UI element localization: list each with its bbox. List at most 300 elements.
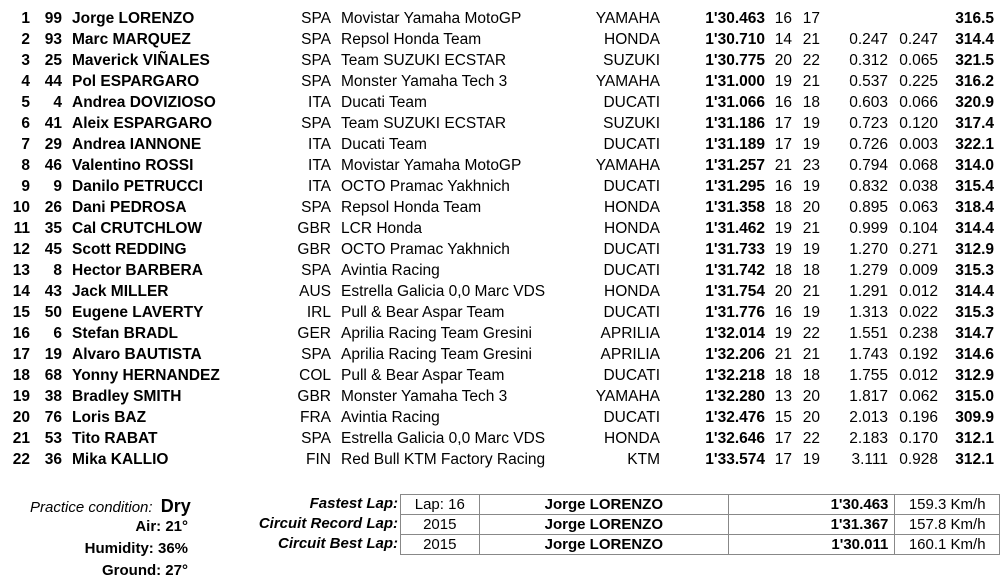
- top-speed: 314.4: [955, 283, 994, 300]
- nation: SPA: [301, 346, 331, 363]
- total-laps: 19: [802, 115, 820, 132]
- rider-name: Hector BARBERA: [72, 262, 203, 279]
- nation: SPA: [301, 52, 331, 69]
- best-lap-number: 16: [774, 304, 792, 321]
- rider-name: Cal CRUTCHLOW: [72, 220, 203, 237]
- nation: FRA: [300, 409, 331, 426]
- manufacturer: DUCATI: [603, 136, 660, 153]
- top-speed: 316.2: [955, 73, 994, 90]
- rider-number: 68: [44, 367, 62, 384]
- team-name: Ducati Team: [341, 136, 427, 153]
- table-row: [0, 449, 1000, 470]
- top-speed: 317.4: [955, 115, 994, 132]
- total-laps: 22: [802, 430, 820, 447]
- table-row: [0, 176, 1000, 197]
- nation: SPA: [301, 430, 331, 447]
- nation: SPA: [301, 199, 331, 216]
- nation: ITA: [308, 178, 331, 195]
- gap-to-first: 0.603: [849, 94, 888, 111]
- position: 1: [21, 10, 30, 27]
- rider-name: Valentino ROSSI: [72, 157, 194, 174]
- lap-time: 1'30.463: [705, 10, 765, 27]
- team-name: Monster Yamaha Tech 3: [341, 73, 508, 90]
- top-speed: 314.6: [955, 346, 994, 363]
- fastest-lap-rider: Jorge LORENZO: [479, 495, 729, 515]
- best-lap-number: 18: [774, 367, 792, 384]
- rider-name: Dani PEDROSA: [72, 199, 187, 216]
- position: 12: [12, 241, 30, 258]
- manufacturer: HONDA: [604, 220, 660, 237]
- record-lap-label: Circuit Record Lap:: [258, 515, 398, 532]
- total-laps: 21: [802, 346, 820, 363]
- gap-to-previous: 0.120: [899, 115, 938, 132]
- best-lap-number: 19: [774, 220, 792, 237]
- rider-number: 53: [44, 430, 62, 447]
- lap-time: 1'30.710: [705, 31, 765, 48]
- lap-time: 1'31.462: [705, 220, 765, 237]
- team-name: Aprilia Racing Team Gresini: [341, 325, 532, 342]
- manufacturer: YAMAHA: [595, 10, 660, 27]
- rider-name: Stefan BRADL: [72, 325, 178, 342]
- gap-to-previous: 0.022: [899, 304, 938, 321]
- lap-time: 1'31.000: [705, 73, 765, 90]
- table-row: [0, 92, 1000, 113]
- manufacturer: HONDA: [604, 199, 660, 216]
- position: 2: [21, 31, 30, 48]
- team-name: LCR Honda: [341, 220, 422, 237]
- lap-time: 1'33.574: [705, 451, 765, 468]
- manufacturer: HONDA: [604, 283, 660, 300]
- rider-number: 4: [53, 94, 62, 111]
- manufacturer: APRILIA: [600, 346, 660, 363]
- total-laps: 22: [802, 325, 820, 342]
- manufacturer: DUCATI: [603, 262, 660, 279]
- record-lap-rider: Jorge LORENZO: [479, 515, 729, 535]
- lap-time: 1'31.754: [705, 283, 765, 300]
- nation: COL: [299, 367, 331, 384]
- table-row: [0, 323, 1000, 344]
- table-row: [0, 197, 1000, 218]
- best-lap-number: 16: [774, 94, 792, 111]
- gap-to-previous: 0.247: [899, 31, 938, 48]
- fastest-lap-time: 1'30.463: [729, 495, 895, 515]
- lap-time: 1'31.257: [705, 157, 765, 174]
- rider-name: Alvaro BAUTISTA: [72, 346, 202, 363]
- lap-time: 1'31.733: [705, 241, 765, 258]
- top-speed: 314.0: [955, 157, 994, 174]
- nation: GBR: [297, 388, 331, 405]
- team-name: Avintia Racing: [341, 409, 440, 426]
- table-row: [0, 428, 1000, 449]
- lap-time: 1'32.218: [705, 367, 765, 384]
- manufacturer: DUCATI: [603, 409, 660, 426]
- best-lap-number: 17: [774, 115, 792, 132]
- nation: GER: [297, 325, 331, 342]
- top-speed: 312.9: [955, 367, 994, 384]
- record-lap-speed: 157.8 Km/h: [895, 515, 1000, 535]
- rider-number: 46: [44, 157, 62, 174]
- team-name: Aprilia Racing Team Gresini: [341, 346, 532, 363]
- top-speed: 314.4: [955, 220, 994, 237]
- position: 8: [21, 157, 30, 174]
- top-speed: 315.3: [955, 304, 994, 321]
- best-lap-number: 18: [774, 262, 792, 279]
- gap-to-previous: 0.065: [899, 52, 938, 69]
- top-speed: 322.1: [955, 136, 994, 153]
- rider-name: Tito RABAT: [72, 430, 158, 447]
- position: 3: [21, 52, 30, 69]
- lap-time: 1'31.295: [705, 178, 765, 195]
- position: 14: [12, 283, 30, 300]
- practice-condition: [30, 496, 191, 517]
- lap-time: 1'31.776: [705, 304, 765, 321]
- top-speed: 312.1: [955, 430, 994, 447]
- rider-number: 45: [44, 241, 62, 258]
- nation: IRL: [306, 304, 331, 321]
- best-lap-number: 20: [774, 283, 792, 300]
- rider-number: 36: [44, 451, 62, 468]
- record-lap-row: [401, 515, 1000, 535]
- manufacturer: SUZUKI: [603, 115, 660, 132]
- record-lap-info: 2015: [401, 515, 480, 535]
- gap-to-first: 0.537: [849, 73, 888, 90]
- lap-time: 1'31.066: [705, 94, 765, 111]
- rider-name: Pol ESPARGARO: [72, 73, 200, 90]
- lap-time: 1'32.206: [705, 346, 765, 363]
- total-laps: 19: [802, 451, 820, 468]
- manufacturer: SUZUKI: [603, 52, 660, 69]
- gap-to-previous: 0.238: [899, 325, 938, 342]
- table-row: [0, 134, 1000, 155]
- top-speed: 309.9: [955, 409, 994, 426]
- gap-to-first: 0.999: [849, 220, 888, 237]
- nation: AUS: [299, 283, 331, 300]
- gap-to-previous: 0.062: [899, 388, 938, 405]
- team-name: Avintia Racing: [341, 262, 440, 279]
- clipped-header-fragment: [40, 0, 64, 4]
- team-name: OCTO Pramac Yakhnich: [341, 241, 510, 258]
- lap-time: 1'32.646: [705, 430, 765, 447]
- gap-to-first: 1.313: [849, 304, 888, 321]
- gap-to-first: 0.794: [849, 157, 888, 174]
- nation: GBR: [297, 241, 331, 258]
- position: 10: [12, 199, 30, 216]
- gap-to-first: 1.270: [849, 241, 888, 258]
- nation: ITA: [308, 157, 331, 174]
- nation: SPA: [301, 31, 331, 48]
- practice-condition-value: Dry: [160, 496, 191, 516]
- gap-to-first: 3.111: [851, 451, 888, 468]
- best-lap-number: 21: [774, 346, 792, 363]
- rider-name: Andrea IANNONE: [72, 136, 202, 153]
- manufacturer: DUCATI: [603, 178, 660, 195]
- best-lap-number: 17: [774, 451, 792, 468]
- best-lap-number: 15: [774, 409, 792, 426]
- rider-name: Loris BAZ: [72, 409, 147, 426]
- best-lap-speed: 160.1 Km/h: [895, 535, 1000, 555]
- table-row: [0, 344, 1000, 365]
- total-laps: 21: [802, 73, 820, 90]
- table-row: [0, 239, 1000, 260]
- total-laps: 20: [802, 409, 820, 426]
- gap-to-first: 2.183: [849, 430, 888, 447]
- top-speed: 314.7: [955, 325, 994, 342]
- table-row: [0, 155, 1000, 176]
- gap-to-previous: 0.170: [899, 430, 938, 447]
- top-speed: 312.9: [955, 241, 994, 258]
- position: 16: [12, 325, 30, 342]
- team-name: Ducati Team: [341, 94, 427, 111]
- gap-to-first: 2.013: [849, 409, 888, 426]
- total-laps: 18: [802, 94, 820, 111]
- rider-number: 93: [44, 31, 62, 48]
- gap-to-previous: 0.066: [899, 94, 938, 111]
- lap-time: 1'31.742: [705, 262, 765, 279]
- nation: FIN: [306, 451, 331, 468]
- total-laps: 18: [802, 367, 820, 384]
- manufacturer: APRILIA: [600, 325, 660, 342]
- rider-number: 8: [53, 262, 62, 279]
- lap-time: 1'32.280: [705, 388, 765, 405]
- best-lap-row: [401, 535, 1000, 555]
- top-speed: 314.4: [955, 31, 994, 48]
- nation: ITA: [308, 136, 331, 153]
- manufacturer: HONDA: [604, 31, 660, 48]
- total-laps: 21: [802, 220, 820, 237]
- position: 6: [21, 115, 30, 132]
- position: 5: [21, 94, 30, 111]
- rider-name: Jack MILLER: [72, 283, 169, 300]
- rider-number: 76: [44, 409, 62, 426]
- gap-to-first: 1.755: [849, 367, 888, 384]
- nation: SPA: [301, 262, 331, 279]
- best-lap-number: 19: [774, 325, 792, 342]
- rider-number: 44: [44, 73, 62, 90]
- manufacturer: YAMAHA: [595, 73, 660, 90]
- position: 4: [21, 73, 30, 90]
- rider-number: 29: [44, 136, 62, 153]
- total-laps: 19: [802, 241, 820, 258]
- fastest-lap-label: Fastest Lap:: [309, 495, 398, 512]
- gap-to-previous: 0.003: [899, 136, 938, 153]
- rider-name: Aleix ESPARGARO: [72, 115, 213, 132]
- total-laps: 18: [802, 262, 820, 279]
- gap-to-first: 1.279: [849, 262, 888, 279]
- lap-time: 1'31.186: [705, 115, 765, 132]
- fastest-lap-row: [401, 495, 1000, 515]
- best-lap-number: 17: [774, 430, 792, 447]
- total-laps: 20: [802, 199, 820, 216]
- gap-to-previous: 0.038: [899, 178, 938, 195]
- team-name: Pull & Bear Aspar Team: [341, 304, 505, 321]
- record-lap-time: 1'31.367: [729, 515, 895, 535]
- position: 21: [12, 430, 30, 447]
- position: 22: [12, 451, 30, 468]
- total-laps: 21: [802, 283, 820, 300]
- gap-to-first: 0.726: [849, 136, 888, 153]
- gap-to-first: 0.247: [849, 31, 888, 48]
- table-row: [0, 386, 1000, 407]
- lap-time: 1'31.189: [705, 136, 765, 153]
- nation: ITA: [308, 94, 331, 111]
- rider-name: Yonny HERNANDEZ: [72, 367, 220, 384]
- total-laps: 19: [802, 178, 820, 195]
- rider-number: 38: [44, 388, 62, 405]
- table-row: [0, 302, 1000, 323]
- team-name: Monster Yamaha Tech 3: [341, 388, 508, 405]
- rider-name: Jorge LORENZO: [72, 10, 195, 27]
- total-laps: 17: [802, 10, 820, 27]
- top-speed: 315.4: [955, 178, 994, 195]
- gap-to-previous: 0.063: [899, 199, 938, 216]
- position: 9: [21, 178, 30, 195]
- rider-number: 41: [44, 115, 62, 132]
- manufacturer: YAMAHA: [595, 388, 660, 405]
- fastest-lap-speed: 159.3 Km/h: [895, 495, 1000, 515]
- position: 20: [12, 409, 30, 426]
- manufacturer: DUCATI: [603, 94, 660, 111]
- top-speed: 318.4: [955, 199, 994, 216]
- best-lap-number: 21: [774, 157, 792, 174]
- gap-to-first: 0.895: [849, 199, 888, 216]
- team-name: OCTO Pramac Yakhnich: [341, 178, 510, 195]
- manufacturer: DUCATI: [603, 304, 660, 321]
- manufacturer: DUCATI: [603, 241, 660, 258]
- total-laps: 23: [802, 157, 820, 174]
- gap-to-first: 0.832: [849, 178, 888, 195]
- gap-to-first: 1.291: [849, 283, 888, 300]
- table-row: [0, 50, 1000, 71]
- best-lap-number: 16: [774, 10, 792, 27]
- manufacturer: DUCATI: [603, 367, 660, 384]
- manufacturer: HONDA: [604, 430, 660, 447]
- table-row: [0, 71, 1000, 92]
- gap-to-previous: 0.012: [899, 283, 938, 300]
- nation: SPA: [301, 73, 331, 90]
- position: 11: [13, 220, 30, 237]
- gap-to-first: 1.743: [849, 346, 888, 363]
- rider-name: Andrea DOVIZIOSO: [72, 94, 216, 111]
- humidity: Humidity: 36%: [84, 540, 188, 557]
- classification-table: [0, 8, 1000, 470]
- rider-name: Bradley SMITH: [72, 388, 182, 405]
- best-lap-number: 19: [774, 241, 792, 258]
- total-laps: 19: [802, 136, 820, 153]
- gap-to-previous: 0.009: [899, 262, 938, 279]
- total-laps: 20: [802, 388, 820, 405]
- total-laps: 22: [802, 52, 820, 69]
- table-row: [0, 407, 1000, 428]
- table-row: [0, 29, 1000, 50]
- lap-time: 1'31.358: [705, 199, 765, 216]
- gap-to-first: 0.312: [849, 52, 888, 69]
- ground-temperature: Ground: 27°: [101, 562, 188, 579]
- gap-to-previous: 0.928: [899, 451, 938, 468]
- lap-time: 1'32.014: [705, 325, 765, 342]
- best-lap-label: Circuit Best Lap:: [277, 535, 398, 552]
- top-speed: 315.0: [955, 388, 994, 405]
- team-name: Red Bull KTM Factory Racing: [341, 451, 546, 468]
- table-row: [0, 8, 1000, 29]
- table-row: [0, 365, 1000, 386]
- rider-number: 6: [53, 325, 62, 342]
- top-speed: 312.1: [955, 451, 994, 468]
- fastest-lap-info: Lap: 16: [401, 495, 480, 515]
- gap-to-previous: 0.271: [899, 241, 938, 258]
- team-name: Movistar Yamaha MotoGP: [341, 10, 522, 27]
- position: 15: [12, 304, 30, 321]
- top-speed: 320.9: [955, 94, 994, 111]
- position: 18: [12, 367, 30, 384]
- gap-to-first: 1.817: [849, 388, 888, 405]
- rider-number: 99: [44, 10, 62, 27]
- rider-name: Marc MARQUEZ: [72, 31, 191, 48]
- gap-to-previous: 0.104: [899, 220, 938, 237]
- lap-time: 1'30.775: [705, 52, 765, 69]
- gap-to-previous: 0.196: [899, 409, 938, 426]
- best-lap-number: 18: [774, 199, 792, 216]
- rider-number: 43: [44, 283, 62, 300]
- rider-number: 26: [44, 199, 62, 216]
- manufacturer: YAMAHA: [595, 157, 660, 174]
- practice-condition-label: Practice condition:: [30, 499, 153, 516]
- lap-time: 1'32.476: [705, 409, 765, 426]
- rider-name: Mika KALLIO: [72, 451, 169, 468]
- top-speed: 316.5: [955, 10, 994, 27]
- nation: GBR: [297, 220, 331, 237]
- position: 17: [12, 346, 30, 363]
- gap-to-previous: 0.192: [899, 346, 938, 363]
- team-name: Repsol Honda Team: [341, 31, 482, 48]
- rider-number: 50: [44, 304, 62, 321]
- gap-to-previous: 0.225: [899, 73, 938, 90]
- top-speed: 315.3: [955, 262, 994, 279]
- team-name: Team SUZUKI ECSTAR: [341, 115, 507, 132]
- gap-to-first: 0.723: [849, 115, 888, 132]
- team-name: Pull & Bear Aspar Team: [341, 367, 505, 384]
- position: 7: [21, 136, 30, 153]
- team-name: Team SUZUKI ECSTAR: [341, 52, 507, 69]
- nation: SPA: [301, 10, 331, 27]
- best-lap-rider: Jorge LORENZO: [479, 535, 729, 555]
- position: 13: [12, 262, 30, 279]
- manufacturer: KTM: [627, 451, 660, 468]
- position: 19: [12, 388, 30, 405]
- table-row: [0, 113, 1000, 134]
- best-lap-number: 20: [774, 52, 792, 69]
- rider-number: 25: [44, 52, 62, 69]
- rider-name: Scott REDDING: [72, 241, 187, 258]
- gap-to-previous: 0.012: [899, 367, 938, 384]
- rider-number: 35: [44, 220, 62, 237]
- table-row: [0, 218, 1000, 239]
- top-speed: 321.5: [955, 52, 994, 69]
- best-lap-number: 19: [774, 73, 792, 90]
- team-name: Estrella Galicia 0,0 Marc VDS: [341, 430, 546, 447]
- rider-number: 19: [44, 346, 62, 363]
- best-lap-number: 16: [774, 178, 792, 195]
- best-lap-number: 13: [774, 388, 792, 405]
- gap-to-previous: 0.068: [899, 157, 938, 174]
- best-lap-number: 14: [774, 31, 792, 48]
- table-row: [0, 281, 1000, 302]
- rider-name: Danilo PETRUCCI: [72, 178, 203, 195]
- team-name: Movistar Yamaha MotoGP: [341, 157, 522, 174]
- rider-name: Maverick VIÑALES: [72, 52, 210, 69]
- gap-to-first: 1.551: [849, 325, 888, 342]
- rider-name: Eugene LAVERTY: [72, 304, 204, 321]
- air-temperature: Air: 21°: [135, 518, 188, 535]
